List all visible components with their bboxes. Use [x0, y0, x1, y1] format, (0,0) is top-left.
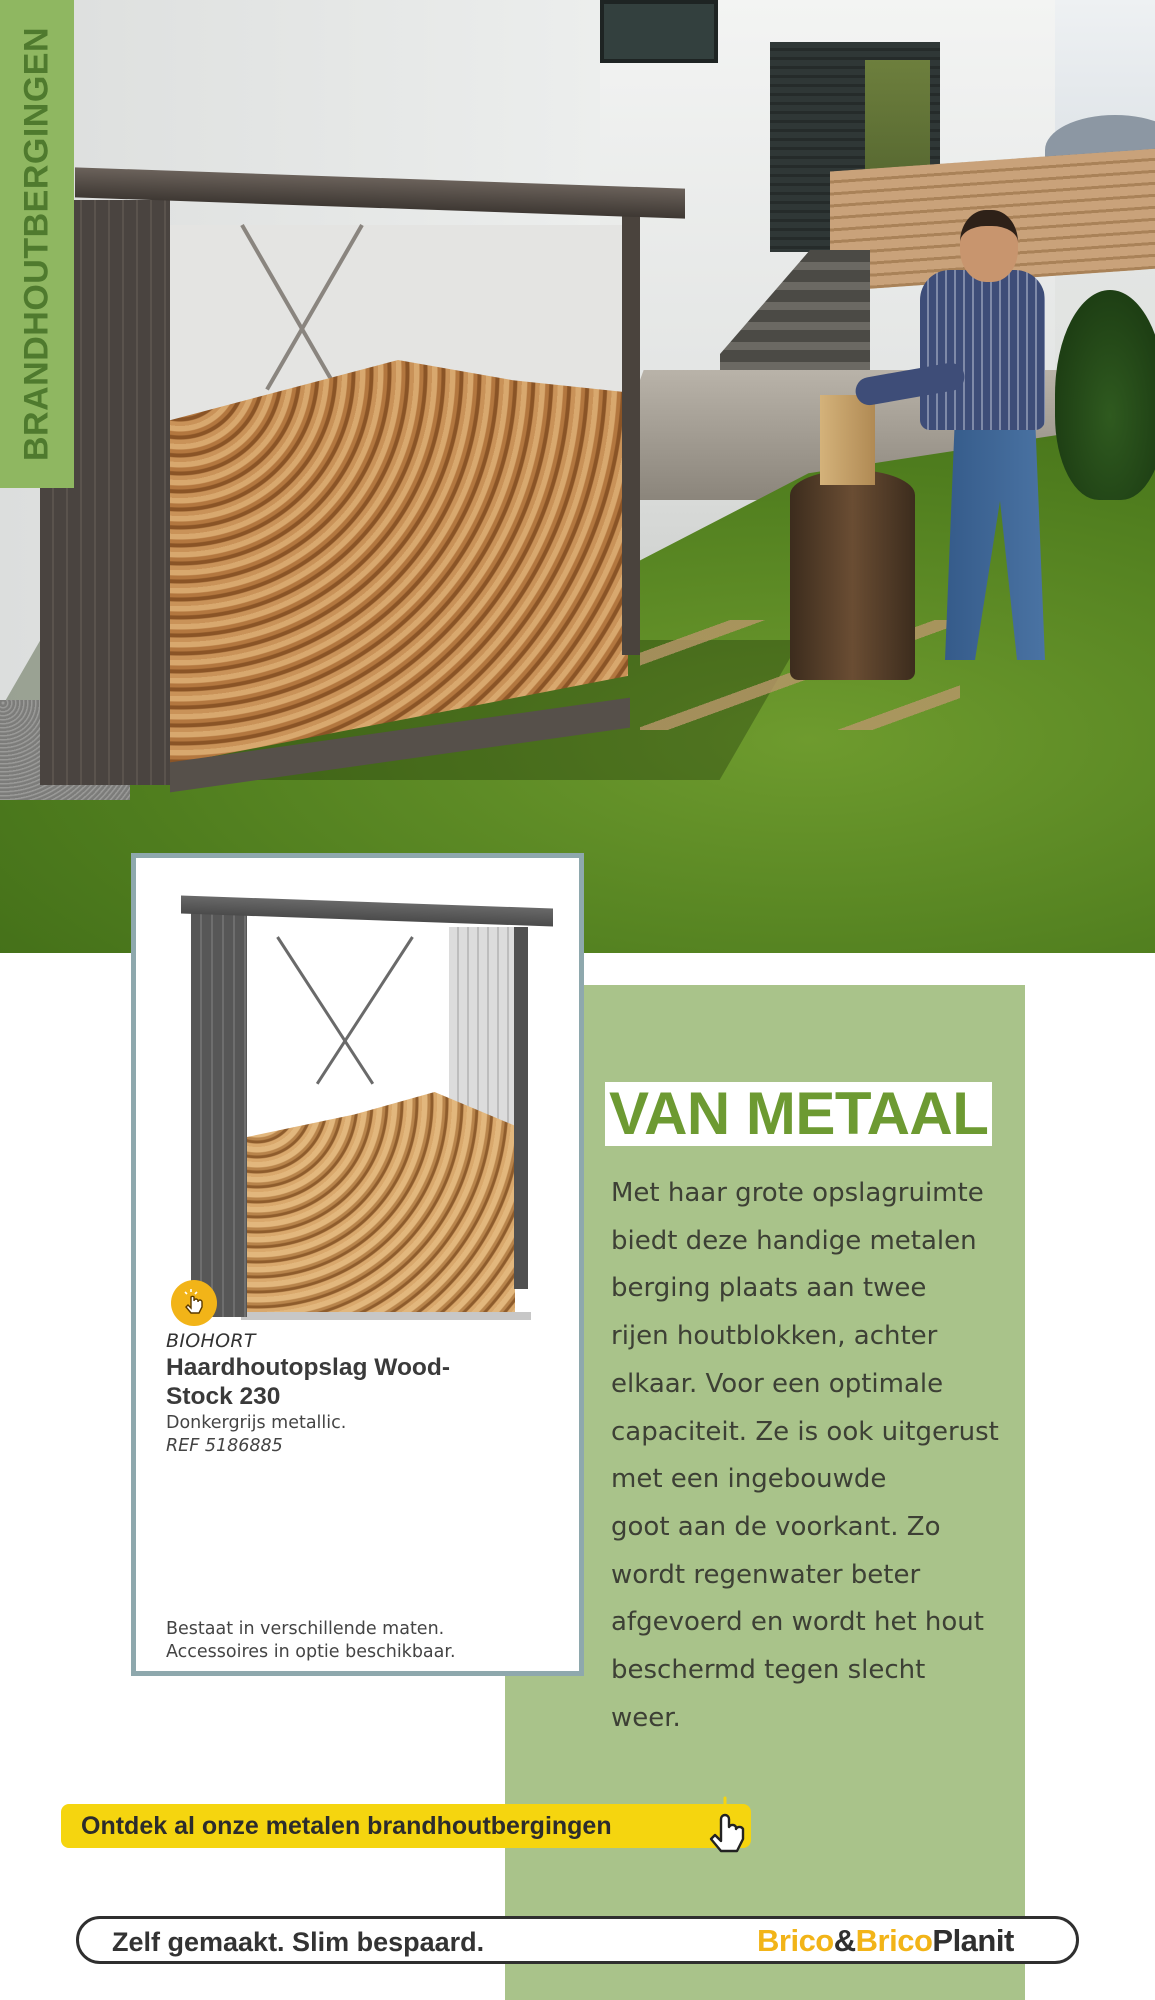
shed-base — [241, 1312, 531, 1320]
info-line: elkaar. Voor een optimale — [611, 1368, 944, 1399]
bush — [1055, 290, 1155, 500]
info-line: Met haar grote opslagruimte — [611, 1178, 984, 1208]
info-line: berging plaats aan twee — [611, 1273, 927, 1304]
info-line: beschermd tegen slecht — [611, 1655, 926, 1686]
info-title: VAN METAAL — [605, 1082, 992, 1146]
product-brand: BIOHORT — [166, 1330, 256, 1352]
logo-amp: & — [833, 1923, 856, 1958]
info-line: rijen houtblokken, achter — [611, 1321, 938, 1352]
chopping-stump — [790, 470, 915, 680]
info-line: biedt deze handige metalen — [611, 1225, 977, 1256]
footer-bar — [76, 1916, 1079, 1964]
product-ref: REF 5186885 — [166, 1436, 283, 1456]
shed-brace — [276, 936, 374, 1084]
hero-photo — [0, 0, 1155, 953]
logo-part: Brico — [855, 1923, 933, 1958]
man-torso — [920, 270, 1045, 430]
info-line: goot aan de voorkant. Zo — [611, 1511, 941, 1542]
product-note-line: Accessoires in optie beschikbaar. — [166, 1642, 456, 1662]
product-note-line: Bestaat in verschillende maten. — [166, 1619, 445, 1639]
cta-button[interactable] — [61, 1804, 751, 1848]
product-note — [166, 1618, 456, 1664]
footer-tagline: Zelf gemaakt. Slim bespaard. — [112, 1927, 485, 1957]
product-description: Donkergrijs metallic. — [166, 1413, 347, 1433]
info-line: afgevoerd en wordt het hout — [611, 1607, 984, 1638]
info-body — [611, 1170, 1011, 1742]
shed-brace — [316, 936, 414, 1084]
tap-hand-icon-svg — [179, 1288, 209, 1318]
section-banner — [0, 0, 74, 488]
firewood-stack — [247, 1092, 515, 1317]
brand-logo[interactable] — [757, 1923, 1014, 1959]
man-head — [960, 210, 1018, 282]
log-block — [820, 395, 875, 485]
shed-side-panel — [191, 912, 247, 1317]
product-image — [181, 882, 551, 1312]
info-line: wordt regenwater beter — [611, 1559, 921, 1590]
window — [600, 0, 718, 63]
product-card[interactable] — [131, 853, 584, 1676]
info-line: weer. — [611, 1702, 681, 1733]
info-line: capaciteit. Ze is ook uitgerust — [611, 1416, 999, 1447]
logo-part: Planit — [932, 1923, 1014, 1958]
info-line: met een ingebouwde — [611, 1464, 887, 1495]
logo-part: Brico — [757, 1923, 834, 1958]
section-label: BRANDHOUTBERGINGEN — [17, 27, 56, 461]
product-name[interactable]: Haardhoutopslag Wood-Stock 230 — [166, 1354, 450, 1410]
shed-post — [622, 215, 640, 655]
shed-post — [514, 927, 528, 1289]
tap-hand-icon[interactable] — [171, 1280, 217, 1326]
cta-label: Ontdek al onze metalen brandhoutbergingen — [81, 1811, 612, 1840]
tap-hand-icon[interactable] — [695, 1795, 765, 1865]
